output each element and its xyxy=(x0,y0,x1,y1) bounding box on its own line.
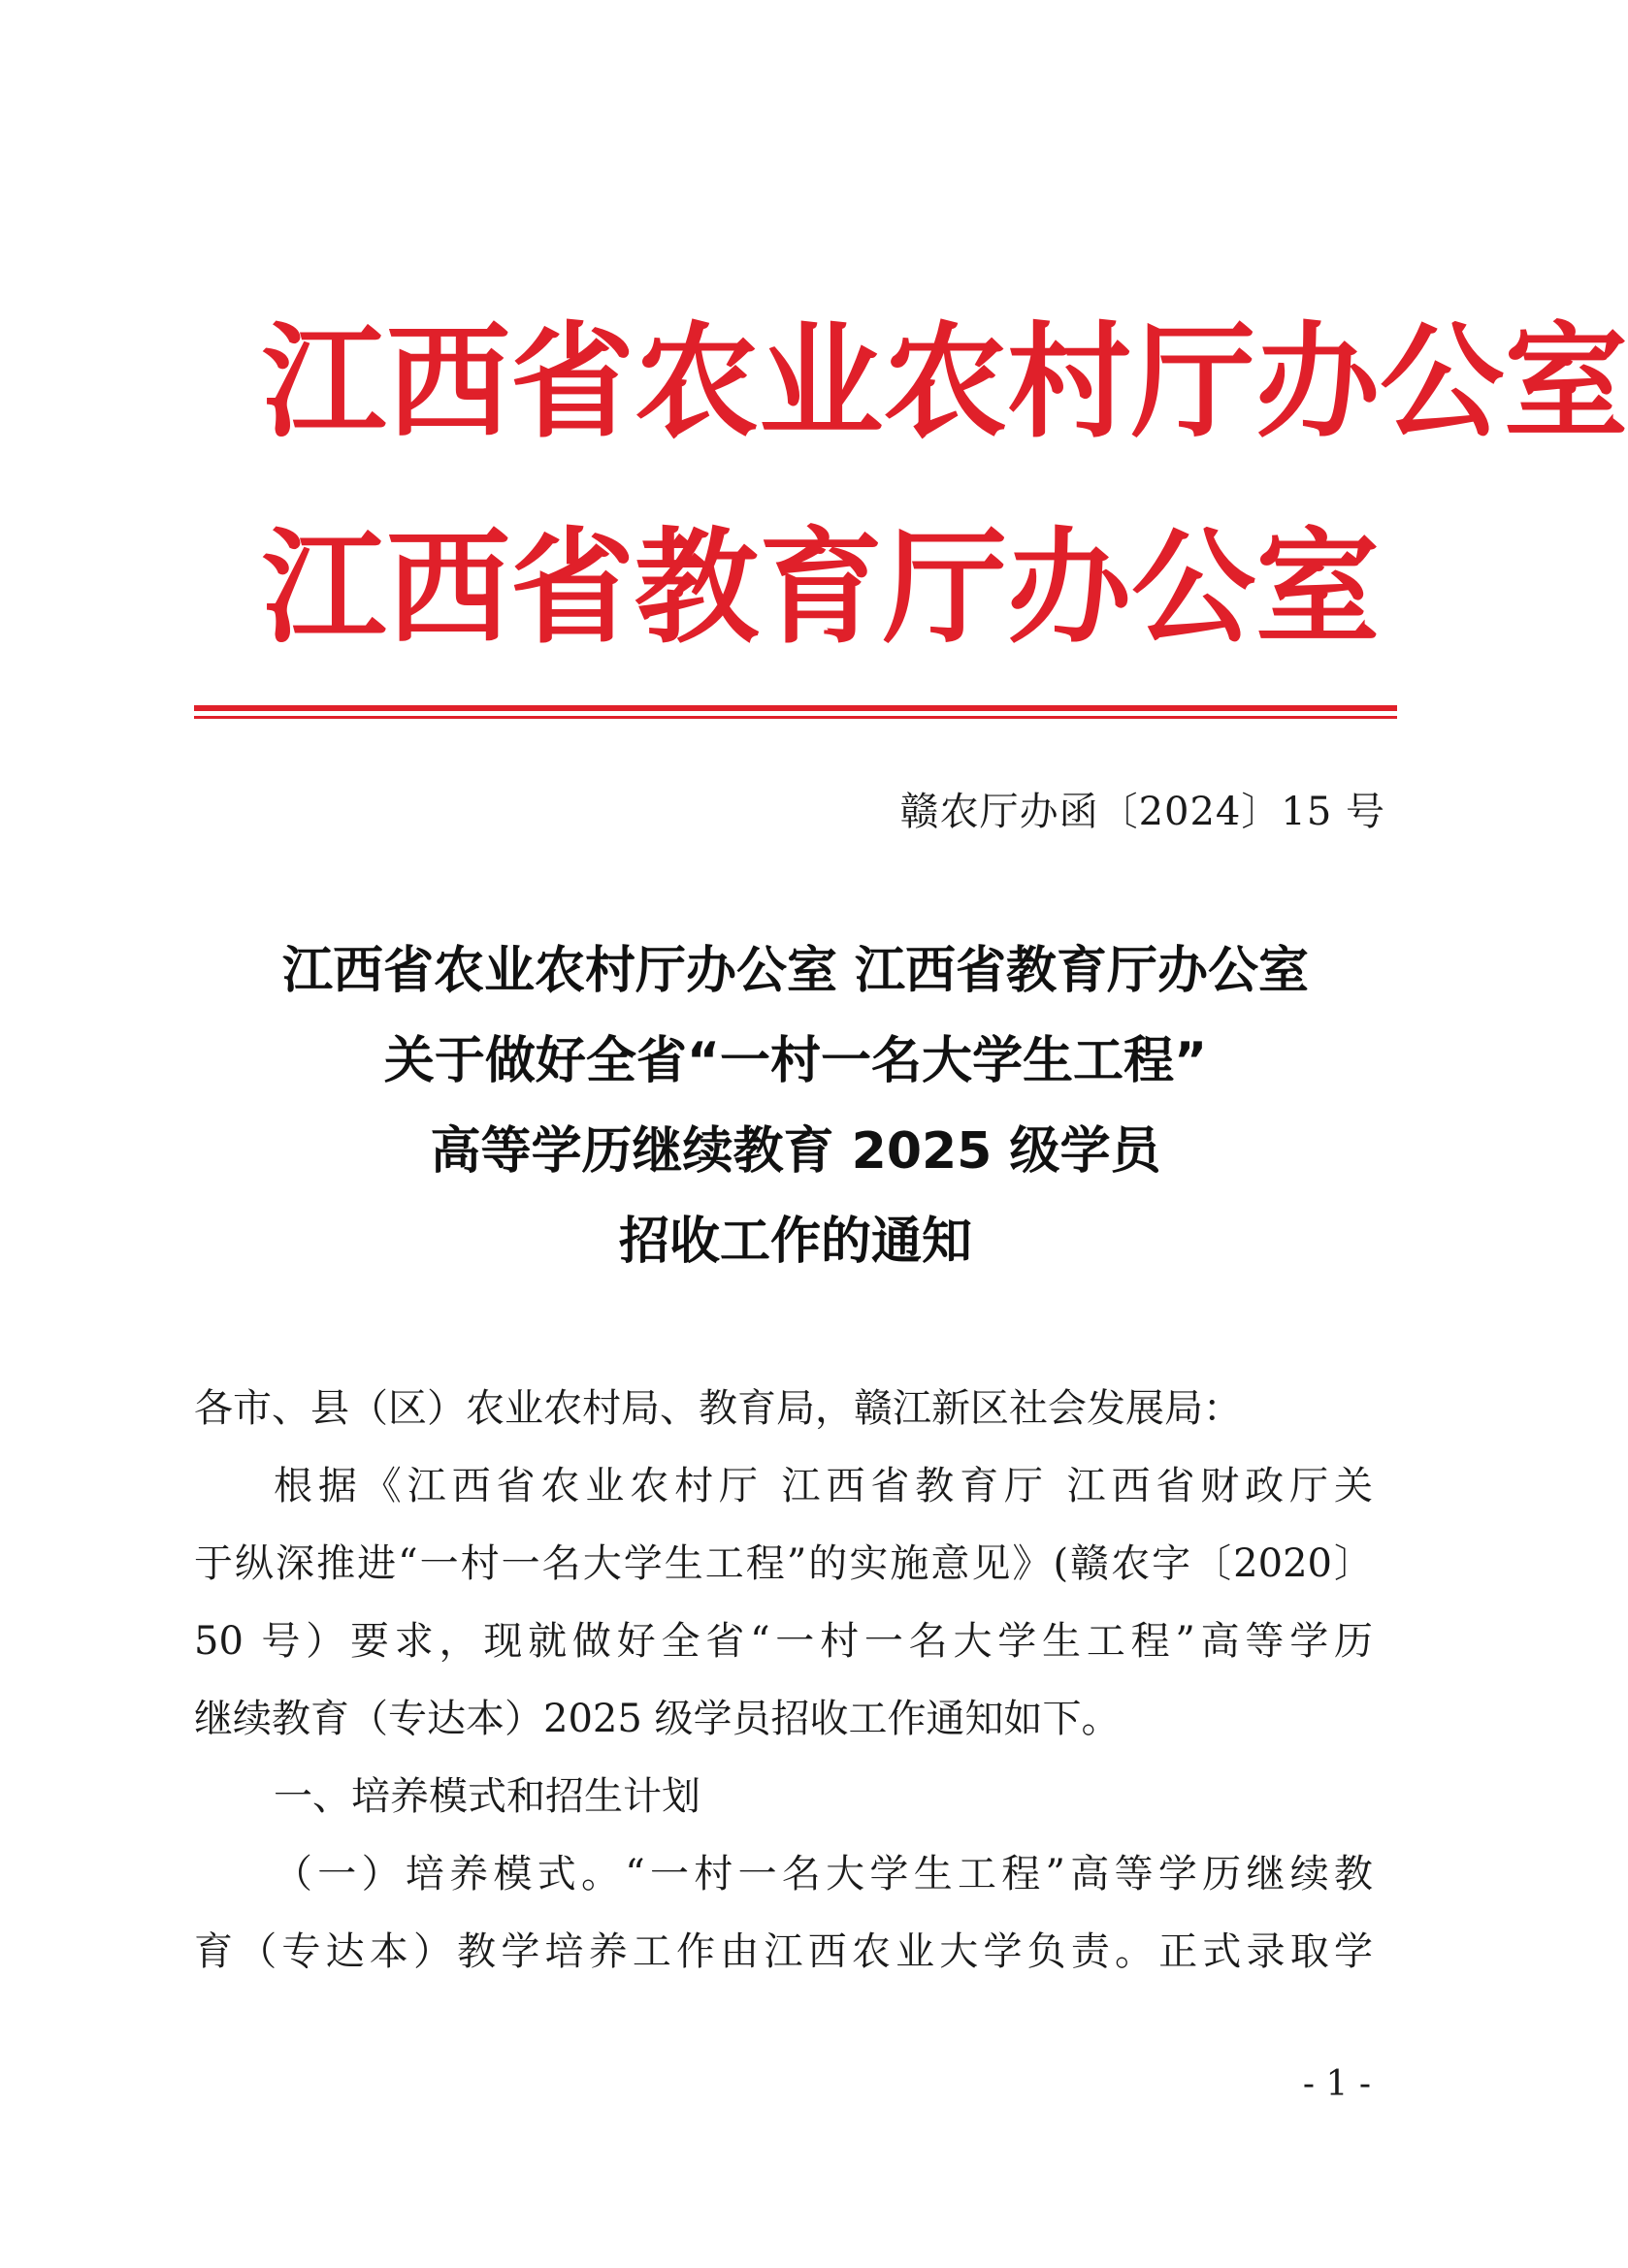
paragraph-line: （一）培养模式。“一村一名大学生工程”高等学历继续教 xyxy=(274,1852,1373,1896)
issuer-header-education xyxy=(262,515,1381,661)
title-line-4: 招收工作的通知 xyxy=(618,1213,972,1271)
issuer-char: 江 xyxy=(262,309,387,455)
issuer-char: 江 xyxy=(262,515,387,661)
paragraph-line: 育（专达本）教学培养工作由江西农业大学负责。正式录取学 xyxy=(194,1929,1373,1974)
issuer-char: 业 xyxy=(759,309,884,455)
title-line-3: 高等学历继续教育 2025 级学员 xyxy=(430,1122,1161,1181)
issuer-char: 省 xyxy=(510,309,635,455)
page-number: - 1 - xyxy=(1302,2064,1371,2104)
issuer-char: 办 xyxy=(1255,309,1381,455)
issuer-char: 农 xyxy=(883,309,1008,455)
issuer-char: 西 xyxy=(386,515,511,661)
issuer-char: 西 xyxy=(386,309,511,455)
header-divider-thick xyxy=(194,705,1397,711)
title-line-1: 江西省农业农村厅办公室 江西省教育厅办公室 xyxy=(281,942,1310,1000)
issuer-char: 公 xyxy=(1380,309,1505,455)
header-divider-thin xyxy=(194,716,1397,719)
paragraph-line: 50 号）要求，现就做好全省“一村一名大学生工程”高等学历 xyxy=(194,1619,1373,1664)
issuer-char: 村 xyxy=(1007,309,1132,455)
issuer-char: 公 xyxy=(1131,515,1256,661)
salutation: 各市、县（区）农业农村局、教育局，赣江新区社会发展局： xyxy=(194,1386,1242,1431)
issuer-char: 室 xyxy=(1255,515,1381,661)
issuer-char: 厅 xyxy=(883,515,1008,661)
issuer-char: 厅 xyxy=(1131,309,1256,455)
title-line-2: 关于做好全省“一村一名大学生工程” xyxy=(383,1032,1208,1090)
issuer-char: 教 xyxy=(635,515,760,661)
paragraph-line: 于纵深推进“一村一名大学生工程”的实施意见》(赣农字〔2020〕 xyxy=(194,1541,1373,1586)
issuer-char: 育 xyxy=(759,515,884,661)
issuer-char: 省 xyxy=(510,515,635,661)
issuer-char: 室 xyxy=(1504,309,1628,455)
paragraph-line: 根据《江西省农业农村厅 江西省教育厅 江西省财政厅关 xyxy=(274,1464,1373,1508)
issuer-char: 办 xyxy=(1007,515,1132,661)
issuer-char: 农 xyxy=(635,309,760,455)
document-number: 赣农厅办函〔2024〕15 号 xyxy=(899,790,1385,834)
section-heading: 一、培养模式和招生计划 xyxy=(274,1774,700,1819)
issuer-header-agriculture xyxy=(262,309,1628,455)
paragraph-line: 继续教育（专达本）2025 级学员招收工作通知如下。 xyxy=(194,1697,1121,1741)
